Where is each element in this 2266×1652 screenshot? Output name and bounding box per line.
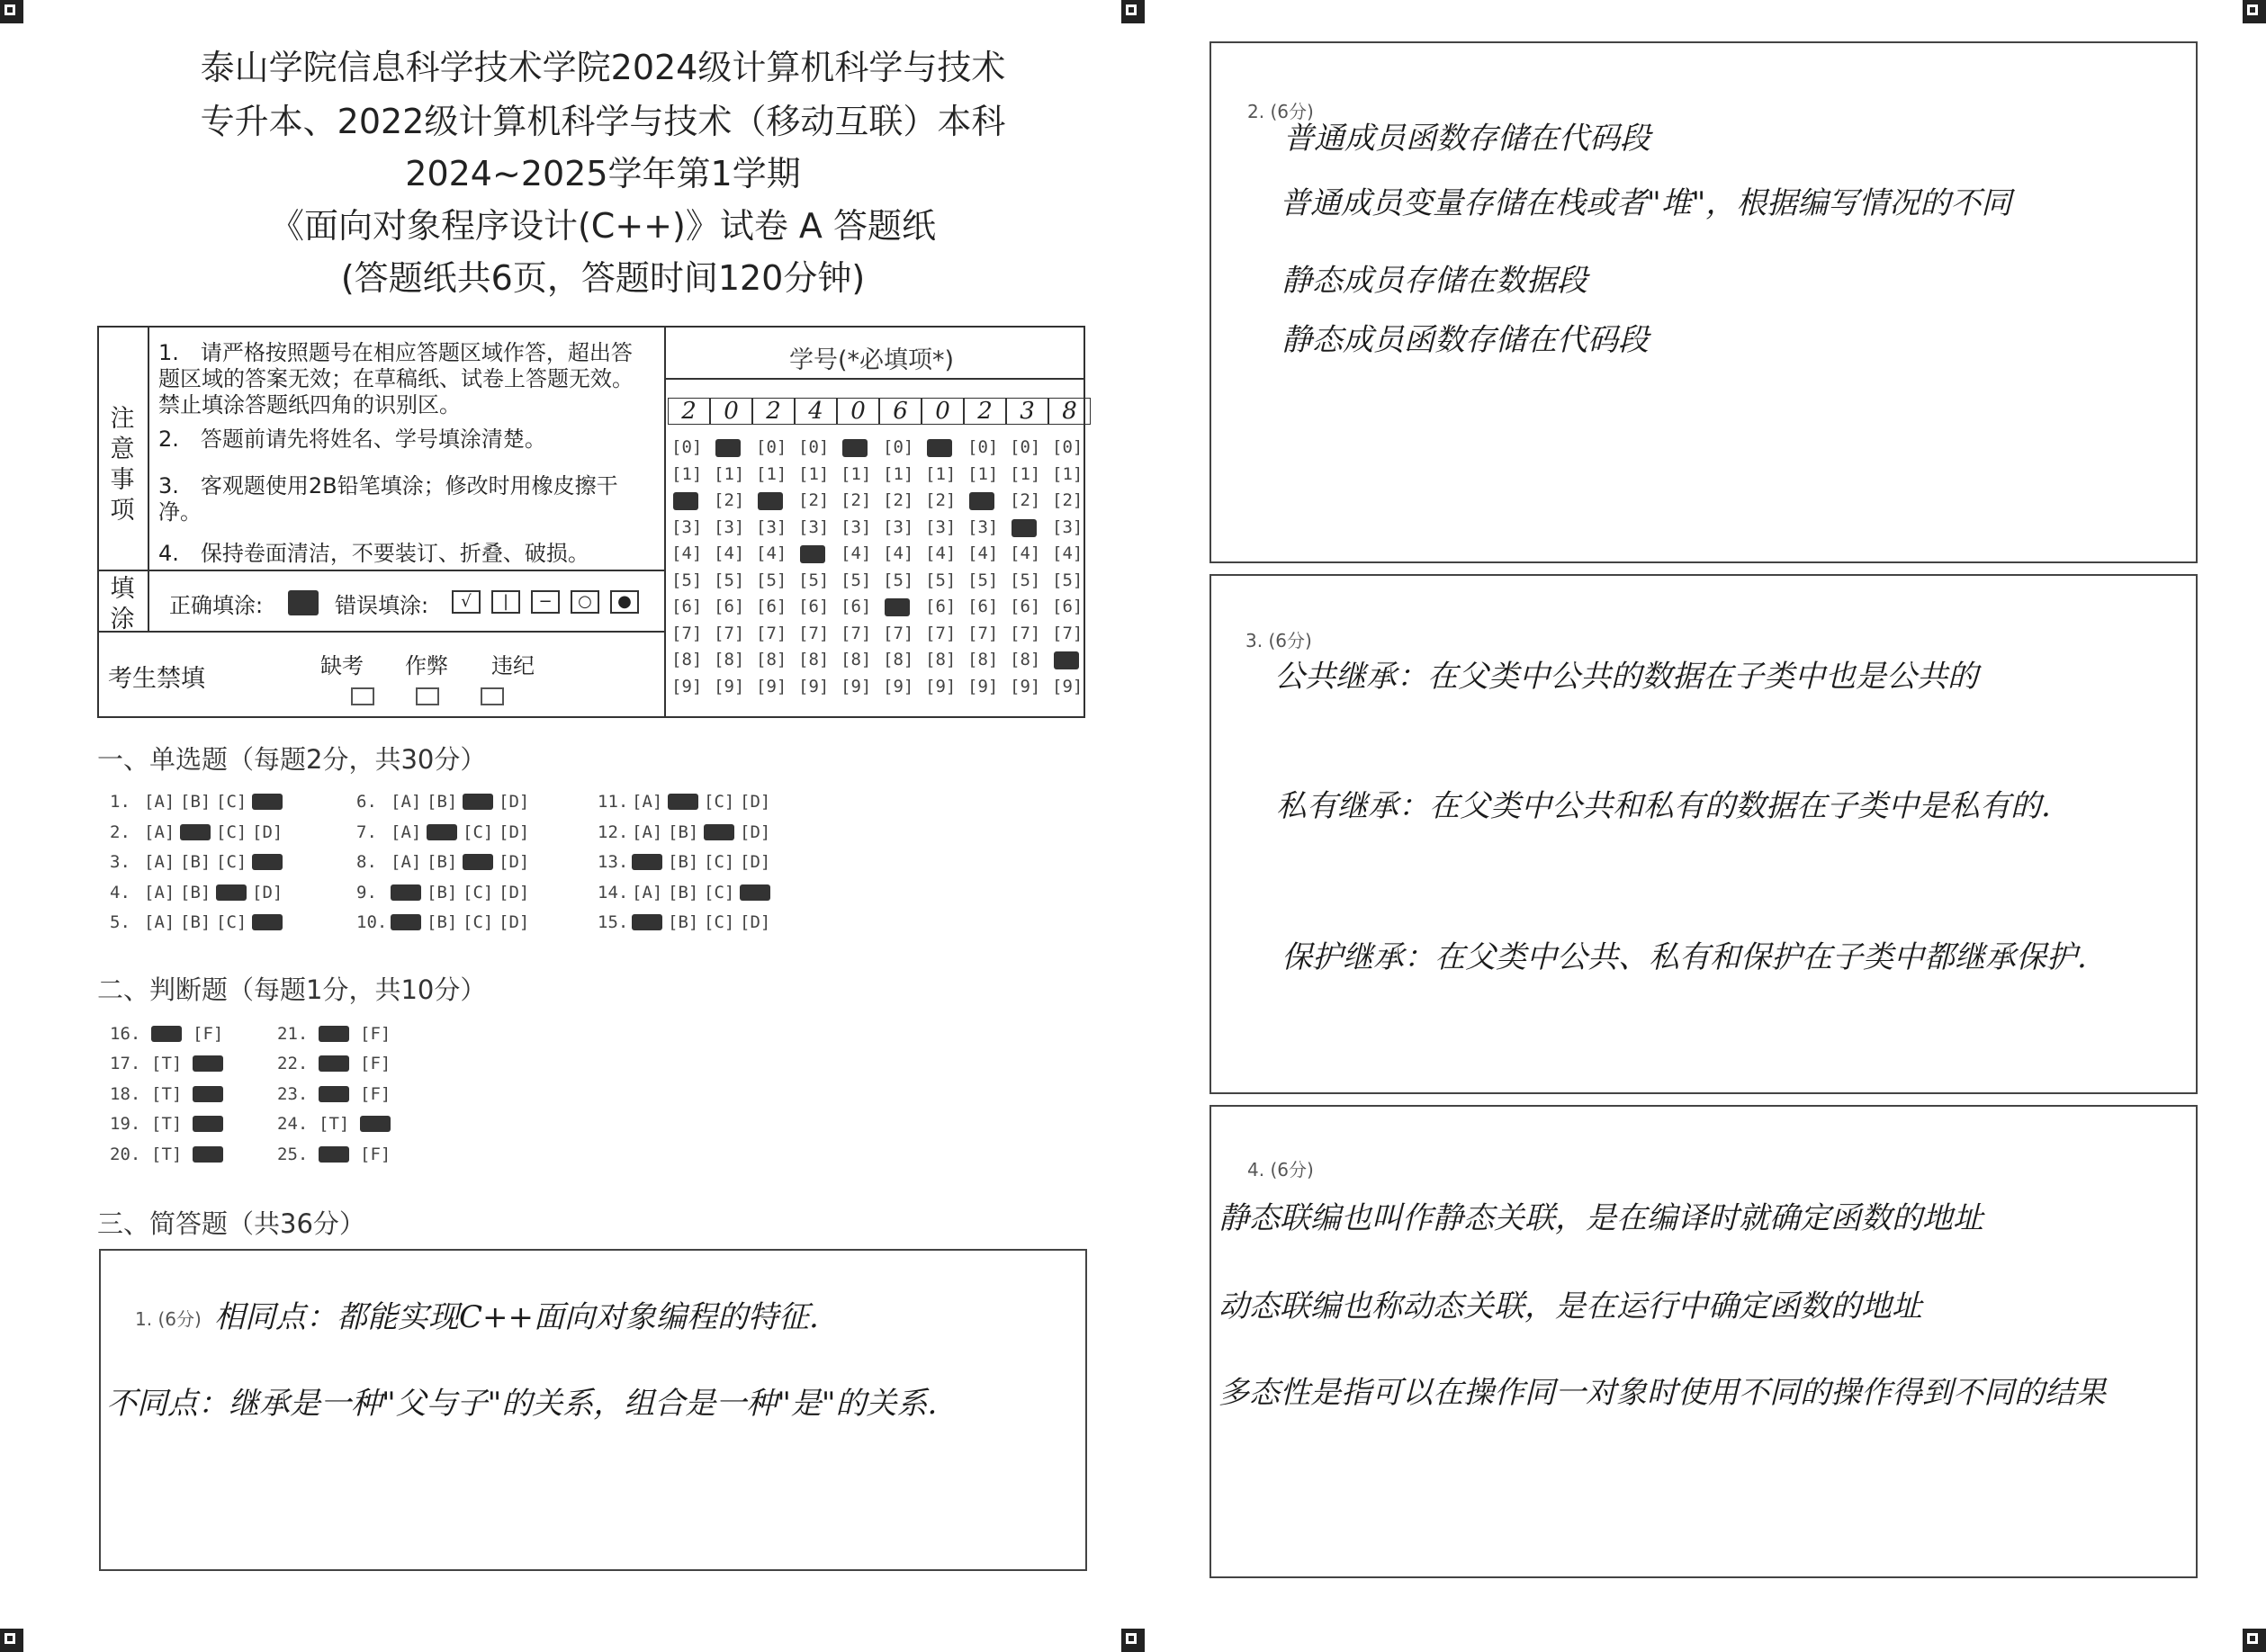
sid-digit[interactable]: 0: [922, 398, 964, 425]
sid-bubble-option[interactable]: [3]: [841, 516, 872, 537]
sid-bubble-option[interactable]: [7]: [798, 623, 830, 643]
sid-bubble-option[interactable]: [4]: [1010, 543, 1041, 563]
corner-mark-bottom-center: [1121, 1629, 1145, 1652]
forbidden-violation-label: 违纪: [491, 653, 535, 678]
mc-bubble-option[interactable]: [D]: [499, 883, 530, 902]
sid-bubble-option[interactable]: [6]: [967, 597, 999, 616]
mc-bubble-option[interactable]: [A]: [144, 792, 175, 812]
tf-question-number: 24.: [277, 1114, 309, 1134]
sid-bubble-option[interactable]: [8]: [1010, 650, 1041, 669]
header-line-1: 泰山学院信息科学技术学院2024级计算机科学与技术: [200, 48, 1006, 87]
mc-bubble-option[interactable]: [B]: [668, 883, 699, 902]
mc-question-number: 11.: [598, 792, 629, 812]
mc-bubble-option[interactable]: [B]: [427, 883, 458, 902]
sid-bubble-option[interactable]: [9]: [714, 676, 745, 696]
mc-bubble-option[interactable]: [D]: [499, 852, 530, 872]
sid-bubble-option[interactable]: [1]: [841, 463, 872, 484]
tf-bubble-filled[interactable]: [193, 1055, 223, 1072]
q2-answer-line-3: 静态成员存储在数据段: [1281, 263, 1587, 299]
sid-digit[interactable]: 0: [710, 398, 752, 425]
tf-bubble-option[interactable]: [T]: [151, 1084, 183, 1104]
sid-bubble-option[interactable]: [7]: [1010, 623, 1041, 643]
forbidden-cheat-checkbox[interactable]: [416, 687, 439, 705]
mc-bubble-option[interactable]: [D]: [252, 883, 283, 902]
q4-answer-line-3: 多态性是指可以在操作同一对象时使用不同的操作得到不同的结果: [1218, 1375, 2106, 1411]
sid-bubble-option[interactable]: [0]: [1010, 437, 1041, 457]
mc-bubble-option[interactable]: [C]: [704, 883, 735, 902]
sid-bubble-option[interactable]: [9]: [1052, 676, 1084, 696]
tf-bubble-filled[interactable]: [319, 1026, 349, 1042]
sid-bubble-option[interactable]: [0]: [883, 437, 914, 457]
sid-bubble-filled[interactable]: [800, 545, 825, 563]
tf-bubble-filled[interactable]: [193, 1086, 223, 1102]
mc-bubble-option[interactable]: [A]: [632, 822, 663, 842]
mc-bubble-option[interactable]: [A]: [391, 792, 422, 812]
mc-bubble-option[interactable]: [B]: [180, 852, 211, 872]
header-line-4: 《面向对象程序设计(C++)》试卷 A 答题纸: [269, 206, 937, 246]
notice-item-4: 4. 保持卷面清洁，不要装订、折叠、破损。: [158, 541, 589, 566]
sid-digit[interactable]: 6: [879, 398, 922, 425]
sid-bubble-option[interactable]: [2]: [841, 490, 872, 510]
sid-bubble-option[interactable]: [1]: [1010, 463, 1041, 484]
mc-question-number: 9.: [356, 883, 377, 902]
corner-mark-bottom-left: [0, 1629, 23, 1652]
sid-bubble-option[interactable]: [7]: [671, 623, 703, 643]
sid-bubble-option[interactable]: [3]: [967, 516, 999, 537]
sid-bubble-option[interactable]: [7]: [925, 623, 957, 643]
mc-bubble-filled[interactable]: [252, 914, 283, 930]
mc-bubble-filled[interactable]: [180, 824, 211, 840]
wrong-mark-circle: ○: [571, 590, 599, 614]
q1-answer-line-1: 相同点：都能实现C++面向对象编程的特征.: [214, 1299, 819, 1335]
mc-question-number: 5.: [110, 912, 130, 932]
sid-bubble-option[interactable]: [1]: [756, 463, 787, 484]
tf-bubble-filled[interactable]: [319, 1055, 349, 1072]
wrong-mark-dot: ●: [610, 590, 639, 614]
sid-bubble-option[interactable]: [9]: [671, 676, 703, 696]
mc-bubble-option[interactable]: [B]: [668, 822, 699, 842]
mc-bubble-option[interactable]: [A]: [144, 912, 175, 932]
sid-bubble-option[interactable]: [6]: [841, 597, 872, 616]
mc-bubble-option[interactable]: [A]: [632, 792, 663, 812]
sid-bubble-option[interactable]: [1]: [883, 463, 914, 484]
mc-bubble-filled[interactable]: [391, 884, 421, 901]
mc-bubble-option[interactable]: [D]: [740, 822, 771, 842]
section1-title: 一、单选题（每题2分，共30分）: [97, 744, 487, 775]
notice-item-3: 3. 客观题使用2B铅笔填涂；修改时用橡皮擦干净。: [158, 473, 618, 525]
mc-question-number: 15.: [598, 912, 629, 932]
section2-title: 二、判断题（每题1分，共10分）: [97, 974, 487, 1005]
mc-bubble-filled[interactable]: [252, 854, 283, 870]
q4-label: 4. (6分): [1247, 1159, 1314, 1181]
sid-bubble-option[interactable]: [4]: [1052, 543, 1084, 563]
forbidden-cheat-label: 作弊: [405, 653, 448, 678]
mc-bubble-option[interactable]: [C]: [216, 912, 247, 932]
tf-bubble-option[interactable]: [T]: [151, 1145, 183, 1164]
sid-bubble-option[interactable]: [6]: [925, 597, 957, 616]
tf-bubble-option[interactable]: [F]: [360, 1024, 391, 1044]
wrong-mark-bar: |: [491, 590, 520, 614]
mc-bubble-option[interactable]: [A]: [144, 852, 175, 872]
tf-bubble-filled[interactable]: [193, 1146, 223, 1163]
sid-bubble-option[interactable]: [3]: [798, 516, 830, 537]
q3-label: 3. (6分): [1245, 630, 1312, 651]
sid-bubble-option[interactable]: [5]: [967, 570, 999, 590]
mc-question-number: 10.: [356, 912, 388, 932]
sid-bubble-option[interactable]: [5]: [671, 570, 703, 590]
corner-mark-top-left: [0, 0, 23, 23]
sid-bubble-option[interactable]: [4]: [925, 543, 957, 563]
sid-bubble-option[interactable]: [8]: [671, 650, 703, 669]
sid-bubble-filled[interactable]: [715, 439, 741, 457]
mc-bubble-option[interactable]: [C]: [463, 883, 494, 902]
mc-question-number: 2.: [110, 822, 130, 842]
q4-answer-line-2: 动态联编也称动态关联，是在运行中确定函数的地址: [1218, 1288, 1922, 1324]
mc-question-number: 6.: [356, 792, 377, 812]
sid-bubble-option[interactable]: [9]: [798, 676, 830, 696]
sid-digit[interactable]: 2: [752, 398, 795, 425]
mc-question-number: 12.: [598, 822, 629, 842]
sid-bubble-option[interactable]: [8]: [967, 650, 999, 669]
mc-bubble-option[interactable]: [A]: [391, 822, 422, 842]
sid-bubble-option[interactable]: [7]: [883, 623, 914, 643]
mc-bubble-option[interactable]: [D]: [499, 912, 530, 932]
correct-fill-example: [288, 590, 319, 615]
mc-bubble-option[interactable]: [A]: [391, 852, 422, 872]
sid-bubble-option[interactable]: [4]: [756, 543, 787, 563]
mc-bubble-option[interactable]: [A]: [144, 883, 175, 902]
sid-bubble-option[interactable]: [5]: [841, 570, 872, 590]
notice-label: 注意事项: [110, 405, 135, 525]
header-line-5: (答题纸共6页，答题时间120分钟): [340, 258, 866, 298]
sid-digit[interactable]: 0: [837, 398, 879, 425]
tf-bubble-option[interactable]: [T]: [151, 1054, 183, 1073]
mc-bubble-filled[interactable]: [216, 884, 247, 901]
notice-item-1: 1. 请严格按照题号在相应答题区域作答，超出答题区域的答案无效；在草稿纸、试卷上答题无效。禁止填涂答题纸四角的识别区。: [158, 340, 634, 417]
mc-question-number: 7.: [356, 822, 377, 842]
sid-bubble-option[interactable]: [8]: [925, 650, 957, 669]
answer-box-q4[interactable]: [1209, 1105, 2198, 1578]
sid-bubble-option[interactable]: [1]: [671, 463, 703, 484]
sid-bubble-option[interactable]: [8]: [714, 650, 745, 669]
wrong-mark-check: √: [452, 590, 481, 614]
sid-bubble-option[interactable]: [5]: [925, 570, 957, 590]
mc-bubble-option[interactable]: [C]: [704, 912, 735, 932]
sid-bubble-filled[interactable]: [885, 598, 910, 616]
sid-bubble-option[interactable]: [5]: [798, 570, 830, 590]
mc-bubble-option[interactable]: [B]: [668, 912, 699, 932]
answer-box-q3[interactable]: [1209, 574, 2198, 1094]
mc-bubble-option[interactable]: [B]: [427, 852, 458, 872]
mc-bubble-option[interactable]: [C]: [704, 792, 735, 812]
sid-bubble-option[interactable]: [4]: [671, 543, 703, 563]
mc-bubble-option[interactable]: [C]: [216, 792, 247, 812]
sid-bubble-filled[interactable]: [969, 492, 994, 510]
mc-bubble-option[interactable]: [D]: [499, 822, 530, 842]
q2-answer-line-2: 普通成员变量存储在栈或者"堆"，根据编写情况的不同: [1280, 185, 2012, 221]
sid-bubble-option[interactable]: [6]: [671, 597, 703, 616]
sid-bubble-option[interactable]: [2]: [1010, 490, 1041, 510]
sid-bubble-filled[interactable]: [673, 492, 698, 510]
sid-bubble-option[interactable]: [1]: [1052, 463, 1084, 484]
fill-label: 填涂: [110, 575, 135, 633]
answer-box-q2[interactable]: [1209, 41, 2198, 563]
q2-answer-line-4: 静态成员函数存储在代码段: [1281, 322, 1649, 358]
mc-question-number: 1.: [110, 792, 130, 812]
sid-digit[interactable]: 8: [1048, 398, 1091, 425]
sid-digit[interactable]: 2: [668, 398, 710, 425]
sid-bubble-option[interactable]: [2]: [883, 490, 914, 510]
sid-bubble-option[interactable]: [9]: [967, 676, 999, 696]
sid-bubble-option[interactable]: [2]: [714, 490, 745, 510]
mc-question-number: 14.: [598, 883, 629, 902]
q2-answer-line-1: 普通成员函数存储在代码段: [1283, 121, 1650, 157]
q3-answer-line-3: 保护继承：在父类中公共、私有和保护在子类中都继承保护.: [1281, 939, 2087, 975]
sid-bubble-option[interactable]: [5]: [1052, 570, 1084, 590]
mc-bubble-option[interactable]: [C]: [463, 822, 494, 842]
tf-question-number: 21.: [277, 1024, 309, 1044]
tf-question-number: 22.: [277, 1054, 309, 1073]
tf-bubble-option[interactable]: [F]: [360, 1084, 391, 1104]
sid-bubble-option[interactable]: [7]: [841, 623, 872, 643]
mc-question-number: 4.: [110, 883, 130, 902]
mc-question-number: 8.: [356, 852, 377, 872]
sid-bubble-option[interactable]: [0]: [798, 437, 830, 457]
mc-bubble-option[interactable]: [A]: [632, 883, 663, 902]
tf-bubble-filled[interactable]: [319, 1146, 349, 1163]
forbidden-absent-label: 缺考: [320, 653, 364, 678]
tf-question-number: 18.: [110, 1084, 141, 1104]
tf-question-number: 16.: [110, 1024, 141, 1044]
q1-answer-line-2: 不同点：继承是一种"父与子"的关系，组合是一种"是"的关系.: [106, 1386, 938, 1422]
mc-bubble-option[interactable]: [B]: [180, 792, 211, 812]
tf-bubble-option[interactable]: [F]: [360, 1054, 391, 1073]
sid-bubble-option[interactable]: [6]: [756, 597, 787, 616]
mc-bubble-filled[interactable]: [632, 854, 662, 870]
mc-bubble-filled[interactable]: [391, 914, 421, 930]
sid-bubble-option[interactable]: [7]: [1052, 623, 1084, 643]
answer-box-q1[interactable]: [99, 1249, 1087, 1571]
student-id-title: 学号(*必填项*): [789, 346, 955, 374]
mc-bubble-option[interactable]: [D]: [740, 912, 771, 932]
sid-bubble-option[interactable]: [3]: [756, 516, 787, 537]
sid-bubble-option[interactable]: [4]: [967, 543, 999, 563]
sid-bubble-option[interactable]: [7]: [967, 623, 999, 643]
mc-bubble-option[interactable]: [D]: [740, 792, 771, 812]
sid-bubble-option[interactable]: [4]: [714, 543, 745, 563]
tf-bubble-filled[interactable]: [193, 1116, 223, 1132]
header-line-3: 2024~2025学年第1学期: [405, 154, 801, 193]
sid-bubble-option[interactable]: [8]: [841, 650, 872, 669]
mc-bubble-option[interactable]: [C]: [216, 852, 247, 872]
sid-bubble-filled[interactable]: [1054, 651, 1079, 669]
mc-bubble-filled[interactable]: [463, 794, 493, 810]
sid-bubble-option[interactable]: [1]: [967, 463, 999, 484]
header-line-2: 专升本、2022级计算机科学与技术（移动互联）本科: [200, 102, 1006, 141]
mc-bubble-option[interactable]: [D]: [740, 852, 771, 872]
mc-bubble-filled[interactable]: [427, 824, 457, 840]
sid-bubble-option[interactable]: [5]: [756, 570, 787, 590]
sid-bubble-option[interactable]: [5]: [883, 570, 914, 590]
sid-bubble-filled[interactable]: [758, 492, 783, 510]
mc-bubble-option[interactable]: [B]: [427, 912, 458, 932]
section3-title: 三、简答题（共36分）: [97, 1208, 365, 1239]
sid-bubble-option[interactable]: [3]: [1052, 516, 1084, 537]
mc-bubble-filled[interactable]: [704, 824, 734, 840]
sid-bubble-option[interactable]: [0]: [756, 437, 787, 457]
mc-bubble-option[interactable]: [C]: [704, 852, 735, 872]
q3-answer-line-1: 公共继承：在父类中公共的数据在子类中也是公共的: [1274, 659, 1978, 695]
tf-bubble-option[interactable]: [F]: [193, 1024, 224, 1044]
mc-question-number: 13.: [598, 852, 629, 872]
sid-bubble-option[interactable]: [0]: [1052, 437, 1084, 457]
tf-bubble-option[interactable]: [F]: [360, 1145, 391, 1164]
sid-bubble-option[interactable]: [6]: [1052, 597, 1084, 616]
sid-bubble-option[interactable]: [2]: [925, 490, 957, 510]
sid-bubble-option[interactable]: [3]: [883, 516, 914, 537]
q4-answer-line-1: 静态联编也叫作静态关联，是在编译时就确定函数的地址: [1218, 1200, 1983, 1236]
tf-question-number: 25.: [277, 1145, 309, 1164]
sid-bubble-option[interactable]: [9]: [1010, 676, 1041, 696]
sid-bubble-option[interactable]: [5]: [714, 570, 745, 590]
wrong-fill-label: 错误填涂:: [335, 593, 429, 618]
tf-question-number: 20.: [110, 1145, 141, 1164]
sid-bubble-option[interactable]: [5]: [1010, 570, 1041, 590]
mc-bubble-filled[interactable]: [252, 794, 283, 810]
sid-bubble-option[interactable]: [9]: [841, 676, 872, 696]
sid-bubble-option[interactable]: [1]: [798, 463, 830, 484]
mc-bubble-filled[interactable]: [740, 884, 770, 901]
corner-mark-top-right: [2243, 0, 2266, 23]
sid-bubble-option[interactable]: [9]: [883, 676, 914, 696]
notice-item-2: 2. 答题前请先将姓名、学号填涂清楚。: [158, 426, 546, 452]
tf-question-number: 23.: [277, 1084, 309, 1104]
correct-fill-label: 正确填涂:: [169, 593, 264, 618]
sid-digit[interactable]: 4: [795, 398, 837, 425]
sid-bubble-option[interactable]: [3]: [714, 516, 745, 537]
mc-question-number: 3.: [110, 852, 130, 872]
mc-bubble-option[interactable]: [D]: [499, 792, 530, 812]
tf-bubble-filled[interactable]: [319, 1086, 349, 1102]
sid-bubble-option[interactable]: [2]: [798, 490, 830, 510]
mc-bubble-option[interactable]: [B]: [180, 912, 211, 932]
sid-bubble-option[interactable]: [7]: [756, 623, 787, 643]
sid-bubble-option[interactable]: [0]: [671, 437, 703, 457]
mc-bubble-option[interactable]: [C]: [463, 912, 494, 932]
sid-bubble-option[interactable]: [9]: [756, 676, 787, 696]
sid-bubble-option[interactable]: [6]: [798, 597, 830, 616]
tf-bubble-option[interactable]: [T]: [319, 1114, 350, 1134]
sid-bubble-option[interactable]: [1]: [925, 463, 957, 484]
forbidden-absent-checkbox[interactable]: [351, 687, 374, 705]
tf-question-number: 17.: [110, 1054, 141, 1073]
mc-bubble-filled[interactable]: [668, 794, 698, 810]
sid-bubble-option[interactable]: [1]: [714, 463, 745, 484]
mc-bubble-option[interactable]: [B]: [668, 852, 699, 872]
mc-bubble-filled[interactable]: [632, 914, 662, 930]
sid-bubble-option[interactable]: [8]: [756, 650, 787, 669]
mc-bubble-option[interactable]: [B]: [180, 883, 211, 902]
sid-bubble-option[interactable]: [0]: [967, 437, 999, 457]
tf-bubble-filled[interactable]: [360, 1116, 391, 1132]
mc-bubble-filled[interactable]: [463, 854, 493, 870]
tf-bubble-option[interactable]: [T]: [151, 1114, 183, 1134]
sid-bubble-option[interactable]: [9]: [925, 676, 957, 696]
sid-bubble-option[interactable]: [4]: [841, 543, 872, 563]
tf-question-number: 19.: [110, 1114, 141, 1134]
mc-bubble-option[interactable]: [D]: [252, 822, 283, 842]
sid-bubble-option[interactable]: [3]: [925, 516, 957, 537]
mc-bubble-option[interactable]: [B]: [427, 792, 458, 812]
wrong-mark-dash: −: [531, 590, 560, 614]
sid-bubble-filled[interactable]: [1012, 519, 1037, 537]
sid-bubble-option[interactable]: [3]: [671, 516, 703, 537]
tf-bubble-filled[interactable]: [151, 1026, 182, 1042]
q3-answer-line-2: 私有继承：在父类中公共和私有的数据在子类中是私有的.: [1276, 788, 2051, 824]
mc-bubble-option[interactable]: [A]: [144, 822, 175, 842]
corner-mark-top-center: [1121, 0, 1145, 23]
sid-digit[interactable]: 3: [1006, 398, 1048, 425]
corner-mark-bottom-right: [2243, 1629, 2266, 1652]
sid-bubble-filled[interactable]: [842, 439, 868, 457]
sid-bubble-option[interactable]: [8]: [883, 650, 914, 669]
sid-digit[interactable]: 2: [964, 398, 1006, 425]
sid-bubble-option[interactable]: [2]: [1052, 490, 1084, 510]
sid-bubble-option[interactable]: [6]: [1010, 597, 1041, 616]
sid-bubble-option[interactable]: [6]: [714, 597, 745, 616]
sid-bubble-option[interactable]: [8]: [798, 650, 830, 669]
sid-bubble-option[interactable]: [4]: [883, 543, 914, 563]
q2-label: 2. (6分): [1247, 101, 1314, 122]
sid-bubble-option[interactable]: [7]: [714, 623, 745, 643]
mc-bubble-option[interactable]: [C]: [216, 822, 247, 842]
forbidden-label: 考生禁填: [108, 665, 205, 693]
forbidden-violation-checkbox[interactable]: [481, 687, 504, 705]
sid-bubble-filled[interactable]: [927, 439, 952, 457]
q1-label: 1. (6分): [135, 1308, 202, 1330]
